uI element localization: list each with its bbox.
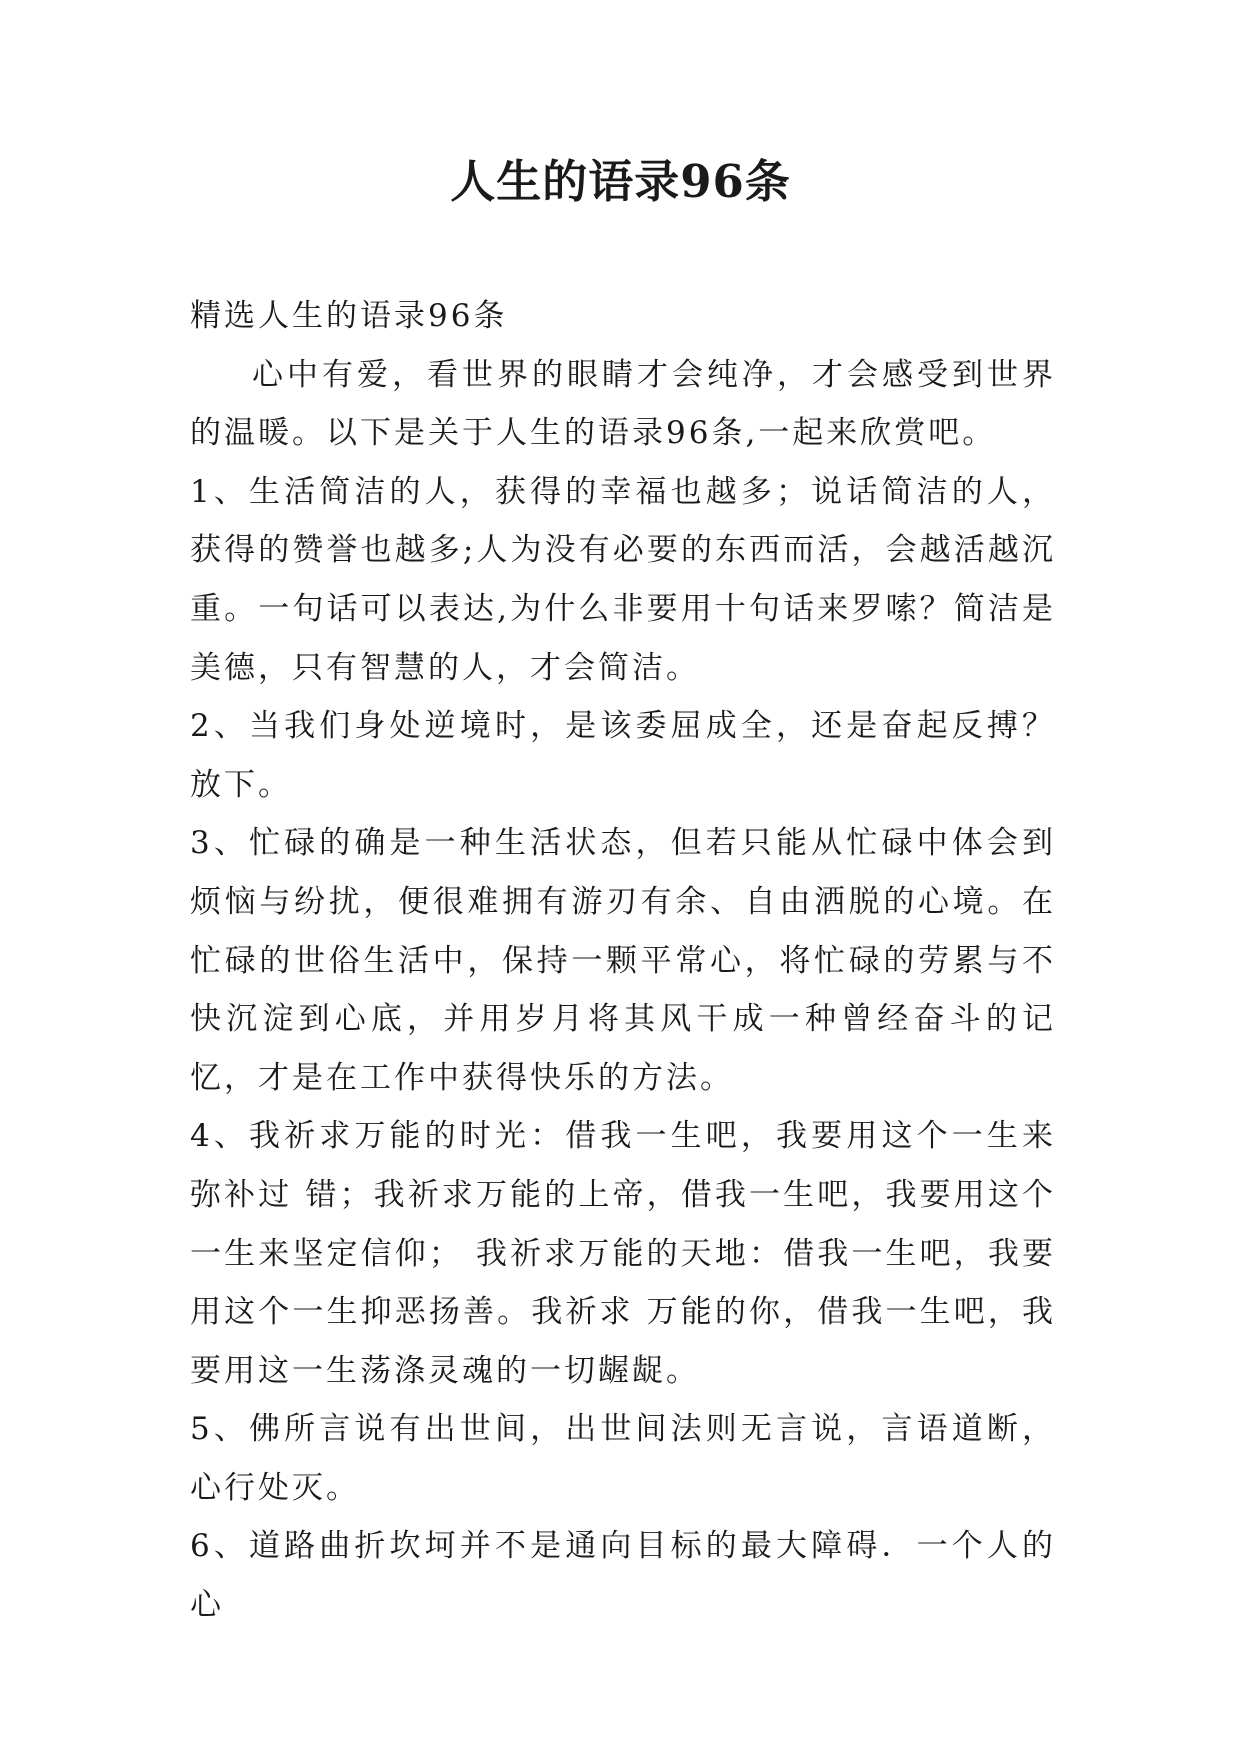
list-item: 3、忙碌的确是一种生活状态，但若只能从忙碌中体会到烦恼与纷扰，便很难拥有游刃有余、自由洒脱的心境。在忙碌的世俗生活中，保持一颗平常心，将忙碌的劳累与不快沉淀到心底，并用岁月将其风干成一种曾经奋斗的记忆，才是在工作中获得快乐的方法。 [190,825,1056,1096]
subtitle-line: 精选人生的语录96条 [190,298,508,334]
list-item: 2、当我们身处逆境时，是该委屈成全，还是奋起反搏？放下。 [190,708,1056,803]
list-item: 1、生活简洁的人，获得的幸福也越多；说话简洁的人，获得的赞誉也越多;人为没有必要的东西而活，会越活越沉重。一句话可以表达,为什么非要用十句话来罗嗦？简洁是美德，只有智慧的人，才会简洁。 [190,473,1056,686]
document-title: 人生的语录96条 [450,155,791,208]
list-item: 5、佛所言说有出世间，出世间法则无言说，言语道断，心行处灭。 [190,1411,1056,1506]
list-item: 4、我祈求万能的时光：借我一生吧，我要用这个一生来弥补过 错；我祈求万能的上帝，借我一生吧，我要用这个一生来坚定信仰； 我祈求万能的天地：借我一生吧，我要用这个一生抑恶扬善。我祈求 万能的你，借我一生吧，我要用这一生荡涤灵魂的一切龌龊。 [190,1118,1056,1389]
document-body [190,287,1056,1635]
list-item: 6、道路曲折坎坷并不是通向目标的最大障碍．一个人的心 [190,1528,1056,1624]
intro-paragraph: 心中有爱，看世界的眼睛才会纯净，才会感受到世界的温暖。以下是关于人生的语录96条,一起来欣赏吧。 [190,356,1056,452]
